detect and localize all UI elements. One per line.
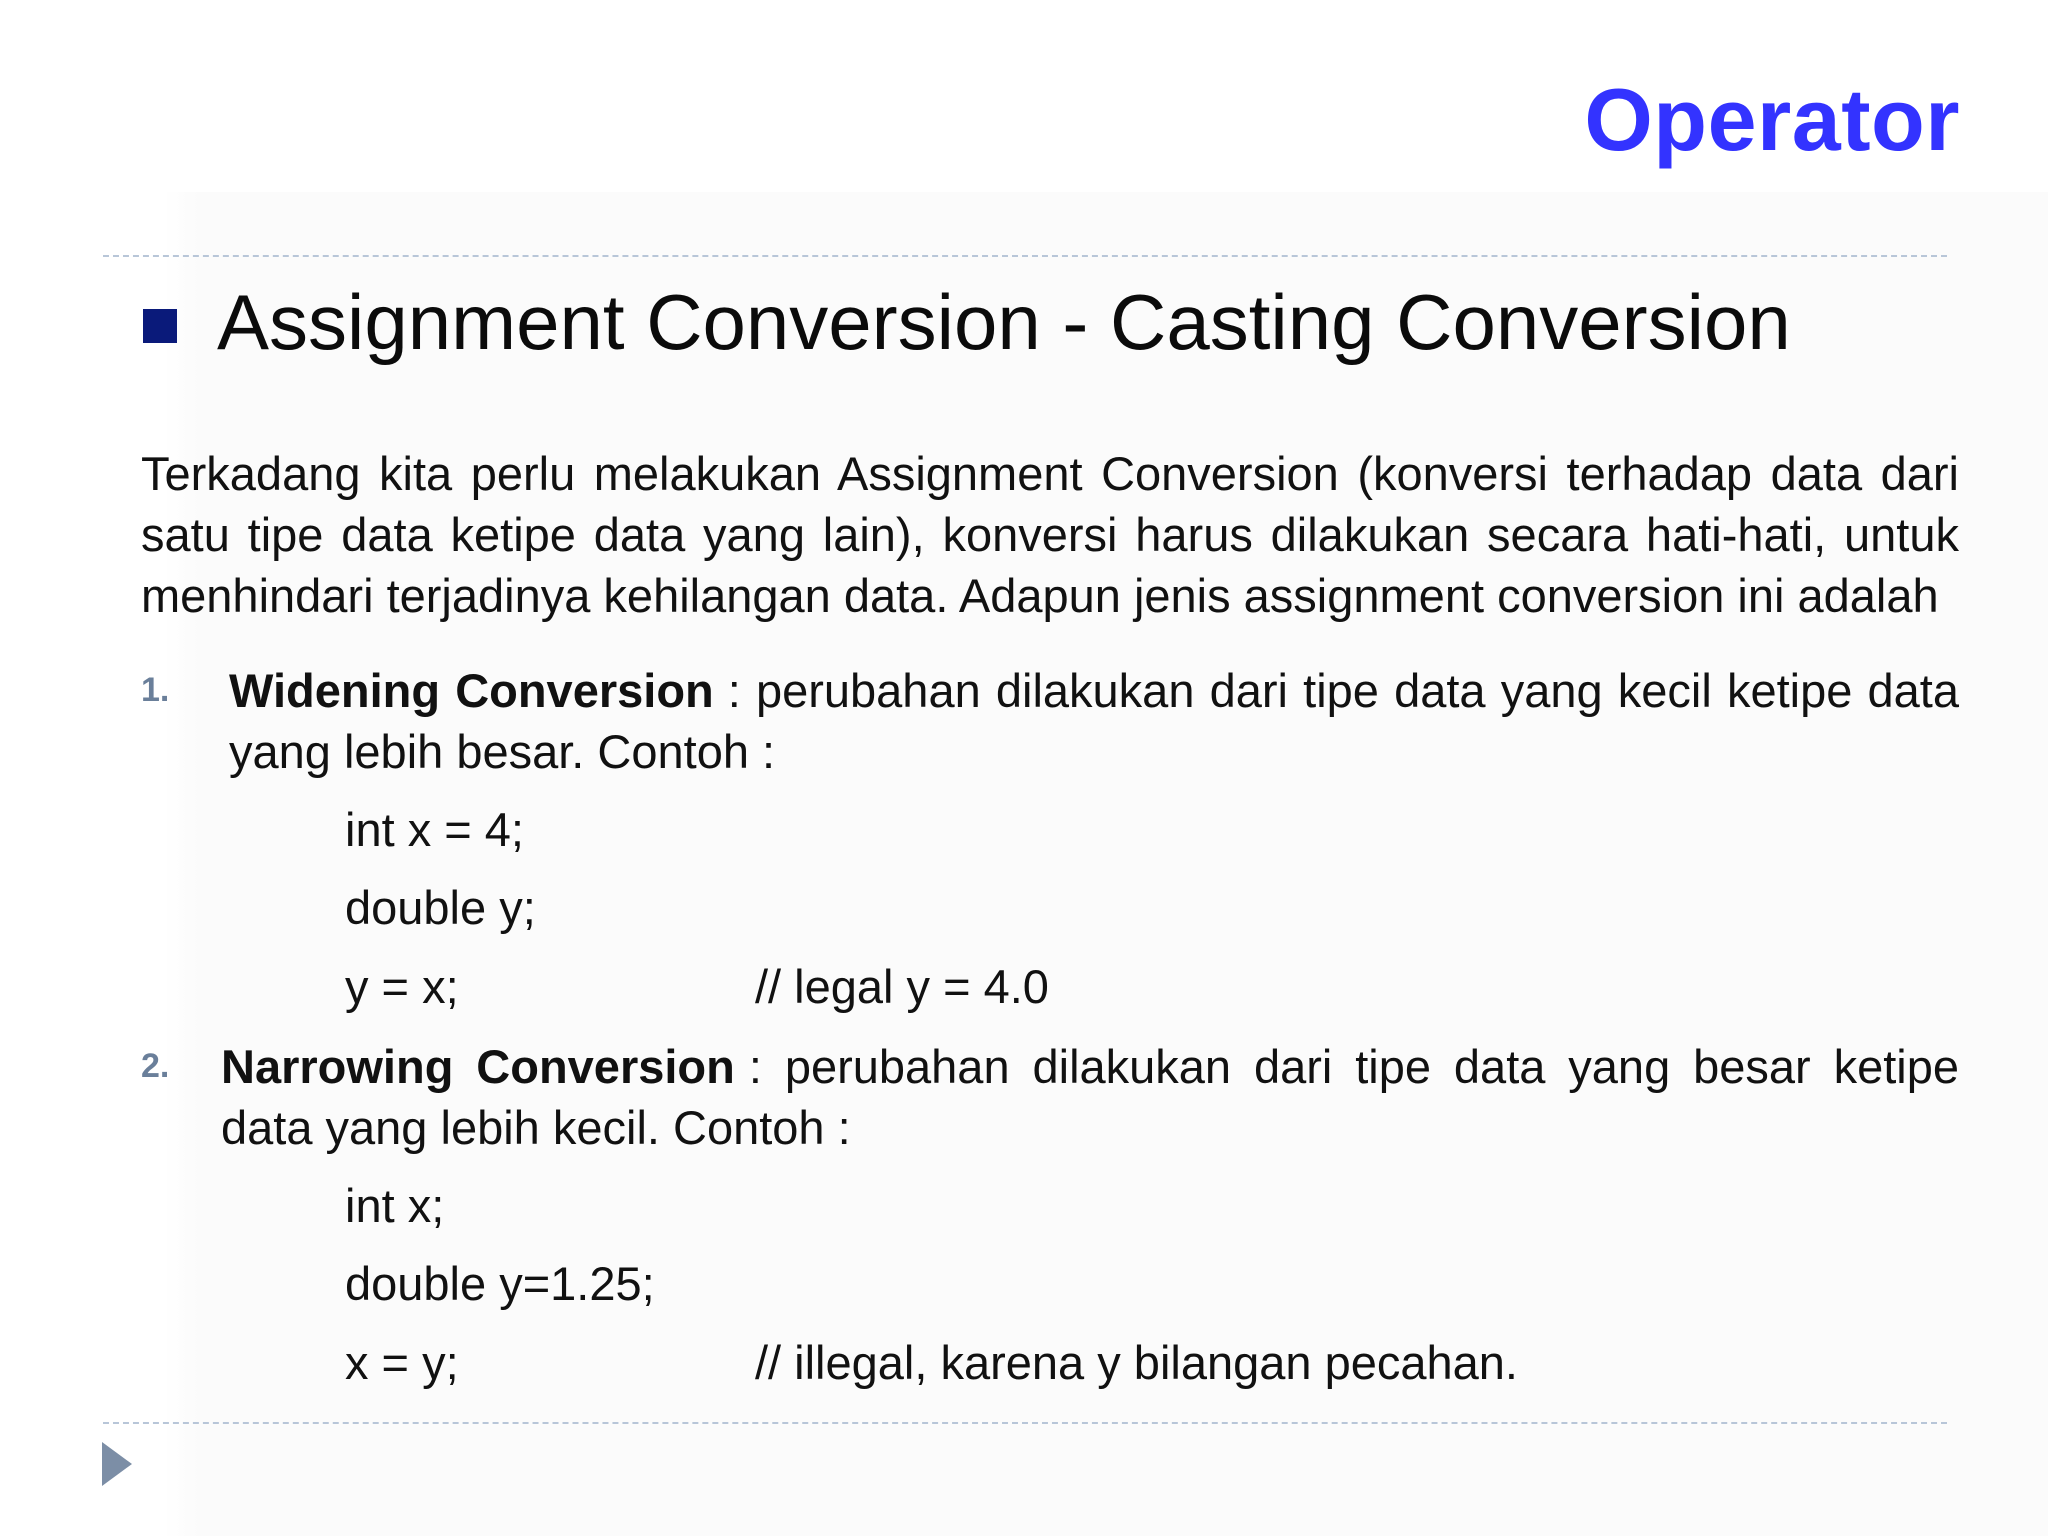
code-statement: int x = 4; bbox=[345, 803, 524, 856]
code-comment: // legal y = 4.0 bbox=[755, 960, 1049, 1013]
code-line bbox=[345, 1257, 655, 1310]
intro-paragraph: Terkadang kita perlu melakukan Assignment Conversion (konversi terhadap data dari satu tipe data ketipe data yang lain), konversi harus dilakukan secara hati-hati, untuk menhindari terjadinya kehilangan data. Adapun jenis assignment conversion ini adalah bbox=[141, 447, 1959, 622]
list-item bbox=[141, 1036, 1959, 1158]
code-line bbox=[345, 1336, 1518, 1389]
list-item bbox=[141, 660, 1959, 782]
code-statement: x = y; bbox=[345, 1336, 459, 1389]
list-item-description: : perubahan dilakukan dari tipe data yang kecil ketipe data yang lebih besar. Contoh : bbox=[229, 664, 1959, 778]
list-item-title: Widening Conversion bbox=[229, 664, 714, 717]
code-statement: double y; bbox=[345, 881, 536, 934]
code-line bbox=[345, 960, 1049, 1013]
code-statement: y = x; bbox=[345, 960, 459, 1013]
bottom-divider bbox=[103, 1422, 1947, 1424]
list-item-text bbox=[229, 660, 1959, 782]
slide-title: Operator bbox=[1584, 70, 1960, 169]
section-heading: Assignment Conversion - Casting Conversion bbox=[217, 278, 1791, 366]
code-line bbox=[345, 881, 536, 934]
code-statement: double y=1.25; bbox=[345, 1257, 655, 1310]
list-item-text bbox=[221, 1036, 1959, 1158]
top-divider bbox=[103, 255, 1947, 257]
triangle-right-icon[interactable] bbox=[102, 1442, 132, 1486]
square-bullet-icon bbox=[143, 309, 177, 343]
code-line bbox=[345, 1179, 445, 1232]
list-item-description: : perubahan dilakukan dari tipe data yang besar ketipe data yang lebih kecil. Contoh : bbox=[221, 1040, 1959, 1154]
list-number: 2. bbox=[141, 1047, 170, 1085]
code-line bbox=[345, 803, 524, 856]
code-comment: // illegal, karena y bilangan pecahan. bbox=[755, 1336, 1518, 1389]
list-number: 1. bbox=[141, 671, 170, 709]
list-item-title: Narrowing Conversion bbox=[221, 1040, 735, 1093]
code-statement: int x; bbox=[345, 1179, 445, 1232]
heading-row bbox=[143, 280, 1791, 366]
